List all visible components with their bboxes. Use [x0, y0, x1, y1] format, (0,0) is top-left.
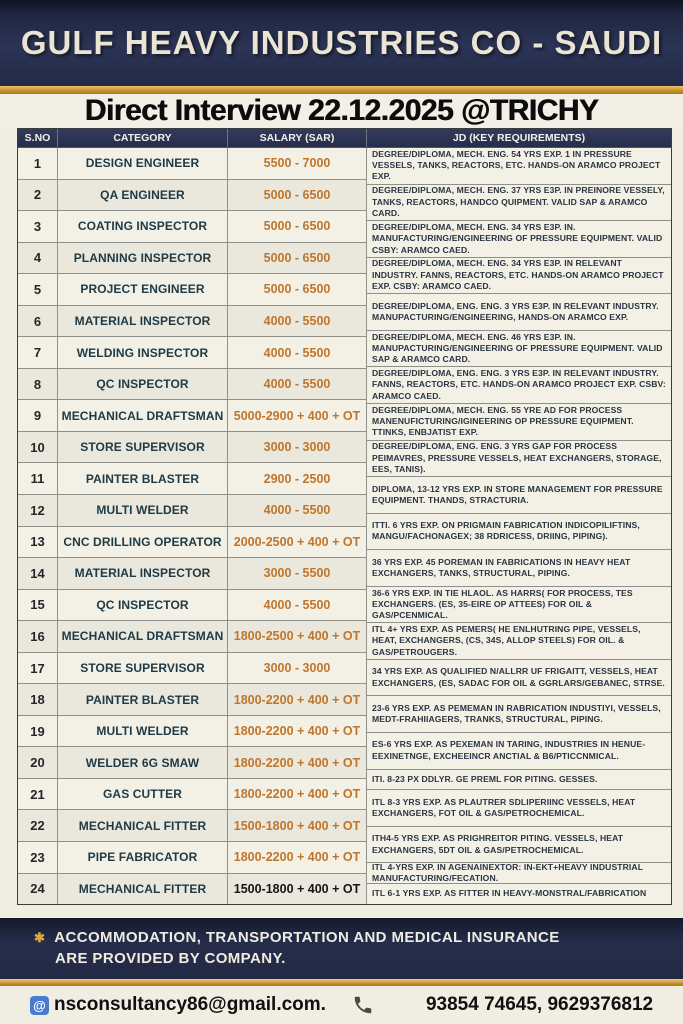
category-cell: MECHANICAL FITTER [58, 874, 228, 905]
salary-cell: 5000 - 6500 [228, 274, 367, 305]
contact-bar [0, 986, 683, 1024]
jd-text: ITL 4+ YRS EXP. AS PEMERS( HE ENLHUTRING PIPE, VESSELS, HEAT, EXCHANGERS, (CS, 34S, ALLOP STEELS) FOR OIL. & GAS/PETROUGERS. [372, 624, 641, 657]
category-cell: PROJECT ENGINEER [58, 274, 228, 305]
table-row [18, 590, 367, 622]
table-row [18, 432, 367, 464]
sno-cell: 19 [18, 716, 58, 747]
category-cell: MULTI WELDER [58, 495, 228, 526]
table-row [18, 369, 367, 401]
jd-block [367, 660, 671, 697]
table-row [18, 463, 367, 495]
table-row [18, 747, 367, 779]
category-cell: PLANNING INSPECTOR [58, 243, 228, 274]
table-row [18, 400, 367, 432]
salary-cell: 1800-2200 + 400 + OT [228, 842, 367, 873]
sno-cell: 24 [18, 874, 58, 905]
jd-text: ES-6 YRS EXP. AS PEXEMAN IN TARING, INDUSTRIES IN HENUE-EEXINETNGE, EXCHEEINCR ANCTIAL & B6/PTICCNMICAL. [372, 739, 646, 761]
header-band [0, 0, 683, 86]
footer-note-line1-row [34, 929, 683, 946]
category-cell: CNC DRILLING OPERATOR [58, 527, 228, 558]
sno-cell: 4 [18, 243, 58, 274]
phone-icon [352, 994, 374, 1016]
jd-block [367, 827, 671, 864]
jd-block [367, 367, 671, 404]
table-row [18, 274, 367, 306]
email-at-icon: @ [30, 996, 49, 1015]
table-row [18, 779, 367, 811]
table-header-row [17, 128, 672, 148]
jd-text: DIPLOMA, 13-12 YRS EXP. IN STORE MANAGEMENT FOR PRESSURE EQUIPMENT. THANDS, STRACTURIA. [372, 483, 663, 505]
sno-cell: 15 [18, 590, 58, 621]
salary-cell: 3000 - 3000 [228, 653, 367, 684]
jd-text: DEGREE/DIPLOMA, ENG. ENG. 3 YRS E3P. IN RELEVANT INDUSTRY. FANNS, REACTORS, ETC. HANDS-ON ARAMCO PROJECT EXP. CSBV: ARAMCO CAED. [372, 368, 666, 401]
jd-text: 36-6 YRS EXP. IN TIE HLAOL. AS HARRS( FOR PROCESS, TES EXCHANGERS. (ES, 35-EIRE OP ATTEES) FOR OIL & GAS/PCENMICAL. [372, 587, 633, 621]
jd-text: ITTI. 6 YRS EXP. ON PRIGMAIN FABRICATION INDICOPILIFTINS, MANGU/FACHONAGEX; 38 RDRICESS, DRIING, PIPING). [372, 520, 640, 542]
category-cell: QC INSPECTOR [58, 590, 228, 621]
salary-cell: 5500 - 7000 [228, 148, 367, 179]
jd-text: ITL 4-YRS EXP. IN AGENAINEXTOR: IN-EKT+HEAVY INDUSTRIAL MANUFACTURING/FECATION. [372, 863, 643, 884]
table-row [18, 716, 367, 748]
column-header-salary: SALARY (SAR) [228, 129, 367, 147]
category-cell: WELDER 6G SMAW [58, 747, 228, 778]
sno-cell: 14 [18, 558, 58, 589]
gold-divider-top [0, 86, 683, 94]
category-cell: MULTI WELDER [58, 716, 228, 747]
jd-text: DEGREE/DIPLOMA, MECH. ENG. 34 YRS E3P. IN RELEVANT INDUSTRY. FANNS, REACTORS, ETC. HANDS-ON ARAMCO PROJECT EXP. CSBY: ARAMCO CAED. [372, 258, 664, 292]
sno-cell: 1 [18, 148, 58, 179]
jd-block [367, 148, 671, 185]
salary-cell: 2000-2500 + 400 + OT [228, 527, 367, 558]
sno-cell: 20 [18, 747, 58, 778]
jd-block [367, 863, 671, 884]
salary-cell: 5000 - 6500 [228, 180, 367, 211]
column-header-sno: S.NO [18, 129, 58, 147]
jd-block [367, 623, 671, 660]
category-cell: MECHANICAL DRAFTSMAN [58, 400, 228, 431]
sno-cell: 9 [18, 400, 58, 431]
jd-text: ITL 6-1 YRS EXP. AS FITTER IN HEAVY-MONSTRAL/FABRICATION [372, 888, 647, 899]
jd-text: DEGREE/DIPLOMA, ENG. ENG. 3 YRS E3P. IN RELEVANT INDUSTRY. MANUPACTURING/ENGINEERING, HANDS-ON ARAMCO EXP. [372, 300, 659, 323]
jobs-table [17, 128, 672, 905]
jd-block [367, 884, 671, 904]
interview-heading-row [0, 94, 683, 128]
sno-cell: 17 [18, 653, 58, 684]
table-row [18, 148, 367, 180]
page-title: GULF HEAVY INDUSTRIES CO - SAUDI [20, 24, 663, 61]
asterisk-icon: ✱ [34, 929, 46, 945]
jd-block [367, 331, 671, 368]
jd-block [367, 770, 671, 791]
sno-cell: 3 [18, 211, 58, 242]
category-cell: STORE SUPERVISOR [58, 432, 228, 463]
category-cell: STORE SUPERVISOR [58, 653, 228, 684]
jd-text: DEGREE/DIPLOMA, MECH. ENG. 34 YRS E3P. IN. MANUFACTURING/ENGINEERING OF PRESSURE EQUIPMENT. VALID CSBY: ARAMCO CAED. [372, 221, 663, 255]
salary-cell: 2900 - 2500 [228, 463, 367, 494]
jd-text: ITL 8-3 YRS EXP. AS PLAUTRER SDLIPERIINC VESSELS, HEAT EXCHANGERS, FOT OIL & GAS/PETROCHEMICAL. [372, 796, 636, 819]
table-row [18, 653, 367, 685]
jd-block [367, 294, 671, 331]
category-cell: MECHANICAL DRAFTSMAN [58, 621, 228, 652]
salary-cell: 1800-2200 + 400 + OT [228, 779, 367, 810]
category-cell: PIPE FABRICATOR [58, 842, 228, 873]
sno-cell: 22 [18, 810, 58, 841]
contact-email: nsconsultancy86@gmail.com. [54, 994, 326, 1015]
table-row [18, 211, 367, 243]
salary-cell: 5000 - 6500 [228, 211, 367, 242]
jd-text: DEGREE/DIPLOMA, MECH. ENG. 46 YRS E3P. IN. MANUPACTURING/ENGINEERING OF PRESSURE EQUIPMENT. VALID SAP & ARAMCO CARD. [372, 331, 663, 365]
jd-block [367, 696, 671, 733]
salary-cell: 1800-2200 + 400 + OT [228, 684, 367, 715]
sno-cell: 13 [18, 527, 58, 558]
sno-cell: 8 [18, 369, 58, 400]
contact-phones: 93854 74645, 9629376812 [425, 994, 654, 1015]
salary-cell: 3000 - 3000 [228, 432, 367, 463]
salary-cell: 4000 - 5500 [228, 306, 367, 337]
category-cell: WELDING INSPECTOR [58, 337, 228, 368]
column-header-jd: JD (KEY REQUIREMENTS) [452, 132, 586, 144]
jd-container [367, 148, 671, 904]
jd-block [367, 587, 671, 624]
table-row [18, 621, 367, 653]
sno-cell: 11 [18, 463, 58, 494]
category-cell: MECHANICAL FITTER [58, 810, 228, 841]
jd-block [367, 550, 671, 587]
jd-block [367, 441, 671, 478]
sno-cell: 18 [18, 684, 58, 715]
table-row [18, 527, 367, 559]
salary-cell: 4000 - 5500 [228, 337, 367, 368]
category-cell: MATERIAL INSPECTOR [58, 558, 228, 589]
jd-text: DEGREE/DIPLOMA, ENG. ENG. 3 YRS GAP FOR PROCESS PEIMAVRES, PRESSURE VESSELS, HEAT EXCHANGERS, STORAGE, EES, TANIS). [372, 441, 662, 474]
footer-note-line1: ACCOMMODATION, TRANSPORTATION AND MEDICAL INSURANCE [54, 929, 560, 946]
sno-cell: 23 [18, 842, 58, 873]
table-row [18, 874, 367, 905]
table-row [18, 495, 367, 527]
table-row [18, 842, 367, 874]
sno-cell: 2 [18, 180, 58, 211]
category-cell: GAS CUTTER [58, 779, 228, 810]
jd-block [367, 221, 671, 258]
salary-cell: 4000 - 5500 [228, 495, 367, 526]
salary-cell: 4000 - 5500 [228, 369, 367, 400]
jd-block [367, 733, 671, 770]
table-row [18, 810, 367, 842]
salary-cell: 1500-1800 + 400 + OT [228, 810, 367, 841]
category-cell: MATERIAL INSPECTOR [58, 306, 228, 337]
sno-cell: 16 [18, 621, 58, 652]
jd-text: 34 YRS EXP. AS QUALIFIED N/ALLRR UF FRIGAITT, VESSELS, HEAT EXCHANGERS, (ES, SADAC FOR OIL & GGRLARS/GEBANEC, STRSE. [372, 666, 665, 688]
category-cell: DESIGN ENGINEER [58, 148, 228, 179]
jd-block [367, 477, 671, 514]
salary-cell: 5000 - 6500 [228, 243, 367, 274]
gold-divider-bottom [0, 979, 683, 986]
jd-text: DEGREE/DIPLOMA, MECH. ENG. 54 YRS EXP. 1 IN PRESSURE VESSELS, TANKS, REACTORS, ETC. HANDS-ON ARAMCO PROJECT EXP. [372, 148, 661, 182]
salary-cell: 1800-2500 + 400 + OT [228, 621, 367, 652]
jd-text: 36 YRS EXP. 45 POREMAN IN FABRICATIONS IN HEAVY HEAT EXCHANGERS, TANKS, STRUCTURAL, PIPING. [372, 556, 631, 578]
jd-block [367, 258, 671, 295]
salary-cell: 4000 - 5500 [228, 590, 367, 621]
jd-text: ITI. 8-23 PX DDLYR. GE PREML FOR PITING. GESSES. [372, 773, 598, 784]
salary-cell: 1800-2200 + 400 + OT [228, 716, 367, 747]
jd-text: 23-6 YRS EXP. AS PEMEMAN IN RABRICATION INDUSTIYI, VESSELS, MEDT-FRAHIIAGERS, TRANKS, STRUCTURAL, PIPING. [372, 702, 661, 725]
salary-cell: 1800-2200 + 400 + OT [228, 747, 367, 778]
sno-cell: 12 [18, 495, 58, 526]
sno-cell: 5 [18, 274, 58, 305]
jd-text: DEGREE/DIPLOMA, MECH. ENG. 37 YRS E3P. IN PREINORE VESSELY, TANKS, REACTORS, HANDCO QUIPMENT. VALID SAP & ARAMCO CARD. [372, 185, 665, 219]
salary-cell: 5000-2900 + 400 + OT [228, 400, 367, 431]
sno-cell: 7 [18, 337, 58, 368]
table-row [18, 337, 367, 369]
table-row [18, 558, 367, 590]
column-header-category: CATEGORY [58, 129, 228, 147]
salary-cell: 1500-1800 + 400 + OT [228, 874, 367, 905]
jd-block [367, 185, 671, 222]
rows-container [18, 148, 367, 904]
jd-text: DEGREE/DIPLOMA, MECH. ENG. 55 YRE AD FOR PROCESS MANENUFICTURING/IGINEERING OP PRESSURE EQUIPMENT. TTINKS, ENBJATIST EXP. [372, 404, 634, 438]
table-row [18, 684, 367, 716]
category-cell: PAINTER BLASTER [58, 684, 228, 715]
sno-cell: 10 [18, 432, 58, 463]
table-row [18, 180, 367, 212]
category-cell: QA ENGINEER [58, 180, 228, 211]
category-cell: COATING INSPECTOR [58, 211, 228, 242]
sno-cell: 21 [18, 779, 58, 810]
table-row [18, 306, 367, 338]
category-cell: QC INSPECTOR [58, 369, 228, 400]
jd-block [367, 514, 671, 551]
interview-heading: Direct Interview 22.12.2025 @TRICHY [84, 94, 599, 127]
table-body [17, 148, 672, 905]
spacer [0, 905, 683, 918]
jd-block [367, 790, 671, 827]
jd-text: ITH4-5 YRS EXP. AS PRIGHREITOR PITING. VESSELS, HEAT EXCHANGERS, 5DT OIL & GAS/PETROCHEMICAL. [372, 833, 624, 855]
footer-note-line2: ARE PROVIDED BY COMPANY. [55, 950, 286, 967]
footer-note-band [0, 918, 683, 979]
jd-block [367, 404, 671, 441]
salary-cell: 3000 - 5500 [228, 558, 367, 589]
sno-cell: 6 [18, 306, 58, 337]
category-cell: PAINTER BLASTER [58, 463, 228, 494]
table-row [18, 243, 367, 275]
